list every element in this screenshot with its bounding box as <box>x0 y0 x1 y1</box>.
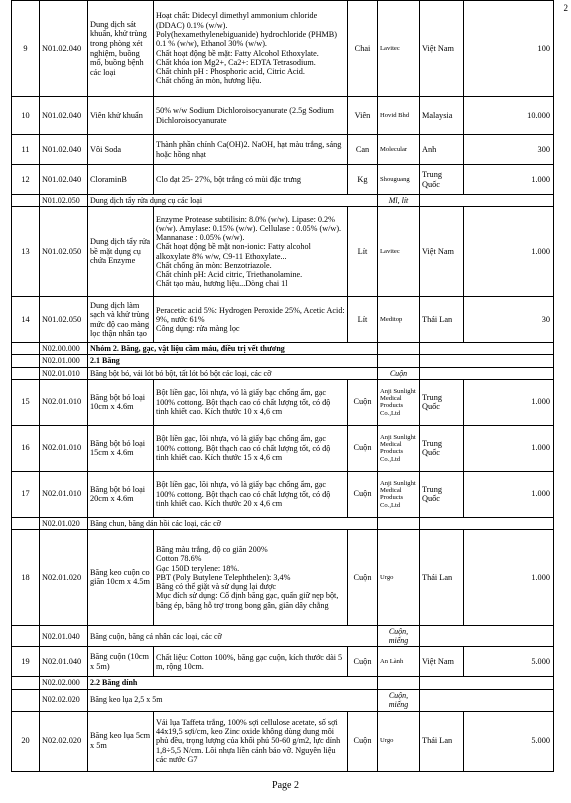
item-quantity: 1.000 <box>464 529 554 625</box>
description-line: Mục đích sử dụng: Cố định băng gạc, quấn giữ nẹp bột, băng ép, băng hỗ trợ trong bong gân, giãn dây chằng <box>156 591 339 610</box>
section-label: 2.1 Băng <box>88 355 378 367</box>
item-code: N01.02.050 <box>40 207 88 297</box>
item-quantity: 1.000 <box>464 471 554 517</box>
section-blank <box>12 343 40 355</box>
section-row <box>12 677 554 689</box>
table-row <box>12 425 554 471</box>
item-unit: Cuộn <box>348 647 378 677</box>
item-brand: Lavitec <box>378 1 420 97</box>
item-description <box>154 379 348 425</box>
item-unit: Cuộn <box>348 711 378 771</box>
supply-table <box>11 0 554 772</box>
item-code: N02.01.040 <box>40 647 88 677</box>
item-origin: Thái Lan <box>420 297 464 343</box>
description-line: Chất chống ăn mòn: Benzotriazole. <box>156 260 272 270</box>
description-line: Hoạt chất: Didecyl dimethyl ammonium chloride (DDAC) 0.1% (w/w). <box>156 11 318 30</box>
description-line: Cotton 78.6% <box>156 554 202 564</box>
section-unit <box>378 355 420 367</box>
item-description <box>154 207 348 297</box>
item-quantity: 300 <box>464 135 554 165</box>
item-origin: Việt Nam <box>420 1 464 97</box>
item-name: Băng bột bó loại 20cm x 4.6m <box>88 471 154 517</box>
item-unit: Viên <box>348 97 378 135</box>
description-line: Gạc 150D terylene: 18%. <box>156 563 240 573</box>
item-unit: Can <box>348 135 378 165</box>
section-code: N02.02.000 <box>40 677 88 689</box>
section-code: N02.01.000 <box>40 355 88 367</box>
section-code: N02.01.010 <box>40 367 88 379</box>
item-quantity: 5.000 <box>464 711 554 771</box>
table-row <box>12 97 554 135</box>
section-empty <box>420 343 554 355</box>
section-unit <box>378 517 420 529</box>
table-row <box>12 471 554 517</box>
item-origin: Trung Quốc <box>420 165 464 195</box>
section-blank <box>12 625 40 646</box>
item-brand: Meditop <box>378 297 420 343</box>
item-brand: Lavitec <box>378 207 420 297</box>
supply-table-container <box>11 0 553 772</box>
item-name: Băng keo cuộn co giãn 10cm x 4.5m <box>88 529 154 625</box>
item-quantity: 5.000 <box>464 647 554 677</box>
description-line: Bột liền gạc, lõi nhựa, vỏ là giấy bạc chống ẩm, gạc 100% cottong. Bột thạch cao có chất lượng tốt, có độ tinh khiết cao. Kích thước 15 x 4,6 cm <box>156 434 331 462</box>
description-line: Chất hoạt động bề mặt: Fatty Alcohol Ethoxylate. <box>156 48 319 58</box>
row-index: 18 <box>12 529 40 625</box>
item-code: N01.02.040 <box>40 1 88 97</box>
row-index: 9 <box>12 1 40 97</box>
table-row <box>12 379 554 425</box>
item-code: N02.01.020 <box>40 529 88 625</box>
item-brand: Anji Sunlight Medical Products Co.,Ltd <box>378 471 420 517</box>
item-description <box>154 135 348 165</box>
section-label: Băng cuộn, băng cá nhân các loại, các cỡ <box>88 625 378 646</box>
item-name: Dung dịch tẩy rửa bề mặt dụng cụ chứa Enzyme <box>88 207 154 297</box>
section-blank <box>12 195 40 207</box>
item-quantity: 1.000 <box>464 165 554 195</box>
row-index: 10 <box>12 97 40 135</box>
description-line: 50% w/w Sodium Dichloroisocyanurate (2.5g Sodium Dichloroisocyanurate <box>156 106 334 125</box>
row-index: 12 <box>12 165 40 195</box>
item-code: N01.02.050 <box>40 297 88 343</box>
section-label: Băng chun, băng dán hồi các loại, các cỡ <box>88 517 378 529</box>
item-brand: An Lành <box>378 647 420 677</box>
section-label: Dung dịch tẩy rửa dụng cụ các loại <box>88 195 378 207</box>
table-row <box>12 165 554 195</box>
item-origin: Việt Nam <box>420 207 464 297</box>
section-row <box>12 689 554 711</box>
row-index: 16 <box>12 425 40 471</box>
section-code: N02.00.000 <box>40 343 88 355</box>
section-code: N01.02.050 <box>40 195 88 207</box>
description-line: Vải lụa Taffeta trắng, 100% sợi cellulose acetate, số sợi 44x19,5 sợi/cm, keo Zinc oxide không dùng dung môi phủ đều, trọng lượng của khối phủ 50-60 g/m2, lực dính 1,8÷5,5 N/cm. Lõi nhựa liền cảnh báo vỡ. Nguyên liệu các nước G7 <box>156 717 341 764</box>
section-code: N02.01.020 <box>40 517 88 529</box>
section-empty <box>420 677 554 689</box>
item-quantity: 30 <box>464 297 554 343</box>
item-description <box>154 711 348 771</box>
section-unit: Cuộn, miếng <box>378 689 420 711</box>
row-index: 11 <box>12 135 40 165</box>
description-line: Chất hoạt động bề mặt non-ionic: Fatty alcohol alkoxylate 8% w/w, C9-11 Ethoxylate... <box>156 242 311 261</box>
table-row <box>12 1 554 97</box>
section-unit: Ml, lít <box>378 195 420 207</box>
section-code: N02.02.020 <box>40 689 88 711</box>
description-line: Thành phần chính Ca(OH)2. NaOH, hạt màu trắng, sáng hoặc hồng nhạt <box>156 140 342 159</box>
item-origin: Trung Quốc <box>420 425 464 471</box>
section-row <box>12 343 554 355</box>
item-unit: Kg <box>348 165 378 195</box>
item-origin: Thái Lan <box>420 529 464 625</box>
item-unit: Chai <box>348 1 378 97</box>
item-unit: Cuộn <box>348 529 378 625</box>
item-unit: Lít <box>348 297 378 343</box>
description-line: Băng có thể giặt và sử dụng lại được <box>156 582 277 592</box>
page-corner-mark: 2 <box>563 3 568 13</box>
table-row <box>12 711 554 771</box>
description-line: Enzyme Protease subtilisin: 8.0% (w/w). Lipase: 0.2% (w/w). Amylase: 0.15% (w/w). Cellulase : 0.05% (w/w). Mannanase : 0.05% (w/w). <box>156 214 342 243</box>
row-index: 13 <box>12 207 40 297</box>
item-origin: Trung Quốc <box>420 379 464 425</box>
item-origin: Trung Quốc <box>420 471 464 517</box>
item-name: CloraminB <box>88 165 154 195</box>
item-unit: Cuộn <box>348 425 378 471</box>
item-quantity: 1.000 <box>464 425 554 471</box>
description-line: Chất tạo màu, hương liệu...Dòng chai 1l <box>156 279 288 289</box>
item-origin: Việt Nam <box>420 647 464 677</box>
section-blank <box>12 355 40 367</box>
row-index: 20 <box>12 711 40 771</box>
item-quantity: 10.000 <box>464 97 554 135</box>
item-code: N02.01.010 <box>40 425 88 471</box>
description-line: Chất chỉnh pH: Acid citric, Triethanolamine. <box>156 270 303 280</box>
row-index: 17 <box>12 471 40 517</box>
item-name: Viên khử khuẩn <box>88 97 154 135</box>
item-code: N02.01.010 <box>40 471 88 517</box>
item-unit: Lít <box>348 207 378 297</box>
section-label: Nhóm 2. Băng, gạc, vật liệu cầm máu, điều trị vết thương <box>88 343 378 355</box>
item-description <box>154 647 348 677</box>
description-line: Băng màu trắng, độ co giãn 200% <box>156 545 268 554</box>
item-name: Vôi Soda <box>88 135 154 165</box>
item-brand: Anji Sunlight Medical Products Co.,Ltd <box>378 379 420 425</box>
row-index: 19 <box>12 647 40 677</box>
item-name: Băng cuộn (10cm x 5m) <box>88 647 154 677</box>
item-unit: Cuộn <box>348 379 378 425</box>
section-row <box>12 355 554 367</box>
section-label: 2.2 Băng dính <box>88 677 378 689</box>
section-blank <box>12 677 40 689</box>
row-index: 15 <box>12 379 40 425</box>
section-empty <box>420 355 554 367</box>
item-quantity: 1.000 <box>464 379 554 425</box>
item-quantity: 1.000 <box>464 207 554 297</box>
item-name: Băng bột bó loại 10cm x 4.6m <box>88 379 154 425</box>
supply-table-body <box>12 1 554 772</box>
table-row <box>12 529 554 625</box>
description-line: Clo đạt 25- 27%, bột trắng có mùi đặc trưng <box>156 174 301 184</box>
section-blank <box>12 689 40 711</box>
description-line: Bột liền gạc, lõi nhựa, vỏ là giấy bạc chống ẩm, gạc 100% cottong. Bột thạch cao có chất lượng tốt, có độ tinh khiết cao. Kích thước 10 x 4,6 cm <box>156 388 331 416</box>
item-origin: Anh <box>420 135 464 165</box>
description-line: Bột liền gạc, lõi nhựa, vỏ là giấy bạc chống ẩm, gạc 100% cottong. Bột thạch cao có chất lượng tốt, có độ tinh khiết cao. Kích thước 20 x 4,6 cm <box>156 480 331 508</box>
item-description <box>154 97 348 135</box>
item-code: N01.02.040 <box>40 135 88 165</box>
section-label: Băng keo lụa 2,5 x 5m <box>88 689 378 711</box>
item-description <box>154 297 348 343</box>
table-row <box>12 297 554 343</box>
description-line: PBT (Poly Butylene Telephthelen): 3,4% <box>156 572 291 582</box>
section-empty <box>420 689 554 711</box>
item-quantity: 100 <box>464 1 554 97</box>
item-code: N01.02.040 <box>40 165 88 195</box>
section-unit <box>378 343 420 355</box>
section-empty <box>420 367 554 379</box>
page-footer: Page 2 <box>272 780 299 791</box>
item-name: Băng keo lụa 5cm x 5m <box>88 711 154 771</box>
item-name: Băng bột bó loại 15cm x 4.6m <box>88 425 154 471</box>
description-line: Poly(hexamethylenebiguanide) hydrochloride (PHMB) 0.1 % (w/w), Ethanol 30% (w/w). <box>156 29 337 49</box>
table-row <box>12 207 554 297</box>
section-row <box>12 517 554 529</box>
item-name: Dung dịch sát khuẩn, khử trùng trong phòng xét nghiệm, buồng mổ, buồng bệnh các loại <box>88 1 154 97</box>
section-code: N02.01.040 <box>40 625 88 646</box>
description-line: Công dụng: rửa màng lọc <box>156 324 240 334</box>
item-brand: Anji Sunlight Medical Products Co.,Ltd <box>378 425 420 471</box>
item-description <box>154 471 348 517</box>
section-row <box>12 625 554 646</box>
item-code: N02.01.010 <box>40 379 88 425</box>
section-empty <box>420 625 554 646</box>
item-description <box>154 529 348 625</box>
item-description <box>154 165 348 195</box>
item-brand: Urgo <box>378 711 420 771</box>
item-name: Dung dịch làm sạch và khử trùng mức độ cao màng lọc thận nhân tạo <box>88 297 154 343</box>
item-origin: Thái Lan <box>420 711 464 771</box>
item-unit: Cuộn <box>348 471 378 517</box>
description-line: Chất liệu: Cotton 100%, băng gạc cuộn, kích thước dài 5 m, rộng 10cm. <box>156 652 343 671</box>
row-index: 14 <box>12 297 40 343</box>
description-line: Peracetic acid 5%: Hydrogen Peroxide 25%, Acetic Acid: 9%, nước 61% <box>156 305 345 325</box>
item-description <box>154 1 348 97</box>
item-brand: Urgo <box>378 529 420 625</box>
description-line: Chất chống ăn mòn, hương liệu. <box>156 76 262 86</box>
section-unit <box>378 677 420 689</box>
item-code: N01.02.040 <box>40 97 88 135</box>
section-blank <box>12 517 40 529</box>
section-label: Băng bột bó, vải lót bó bột, tất lót bó bột các loại, các cỡ <box>88 367 378 379</box>
description-line: Chất khóa ion Mg2+, Ca2+: EDTA Tetrasodium. <box>156 57 316 67</box>
item-origin: Malaysia <box>420 97 464 135</box>
item-brand: Shouguang <box>378 165 420 195</box>
section-row <box>12 367 554 379</box>
item-code: N02.02.020 <box>40 711 88 771</box>
item-brand: Molecular <box>378 135 420 165</box>
item-brand: Hovid Bhd <box>378 97 420 135</box>
description-line: Chất chỉnh pH : Phosphoric acid, Citric Acid. <box>156 67 305 77</box>
table-row <box>12 135 554 165</box>
section-empty <box>420 195 554 207</box>
table-row <box>12 647 554 677</box>
section-unit: Cuộn <box>378 367 420 379</box>
item-description <box>154 425 348 471</box>
section-unit: Cuộn, miếng <box>378 625 420 646</box>
section-blank <box>12 367 40 379</box>
section-empty <box>420 517 554 529</box>
section-row <box>12 195 554 207</box>
